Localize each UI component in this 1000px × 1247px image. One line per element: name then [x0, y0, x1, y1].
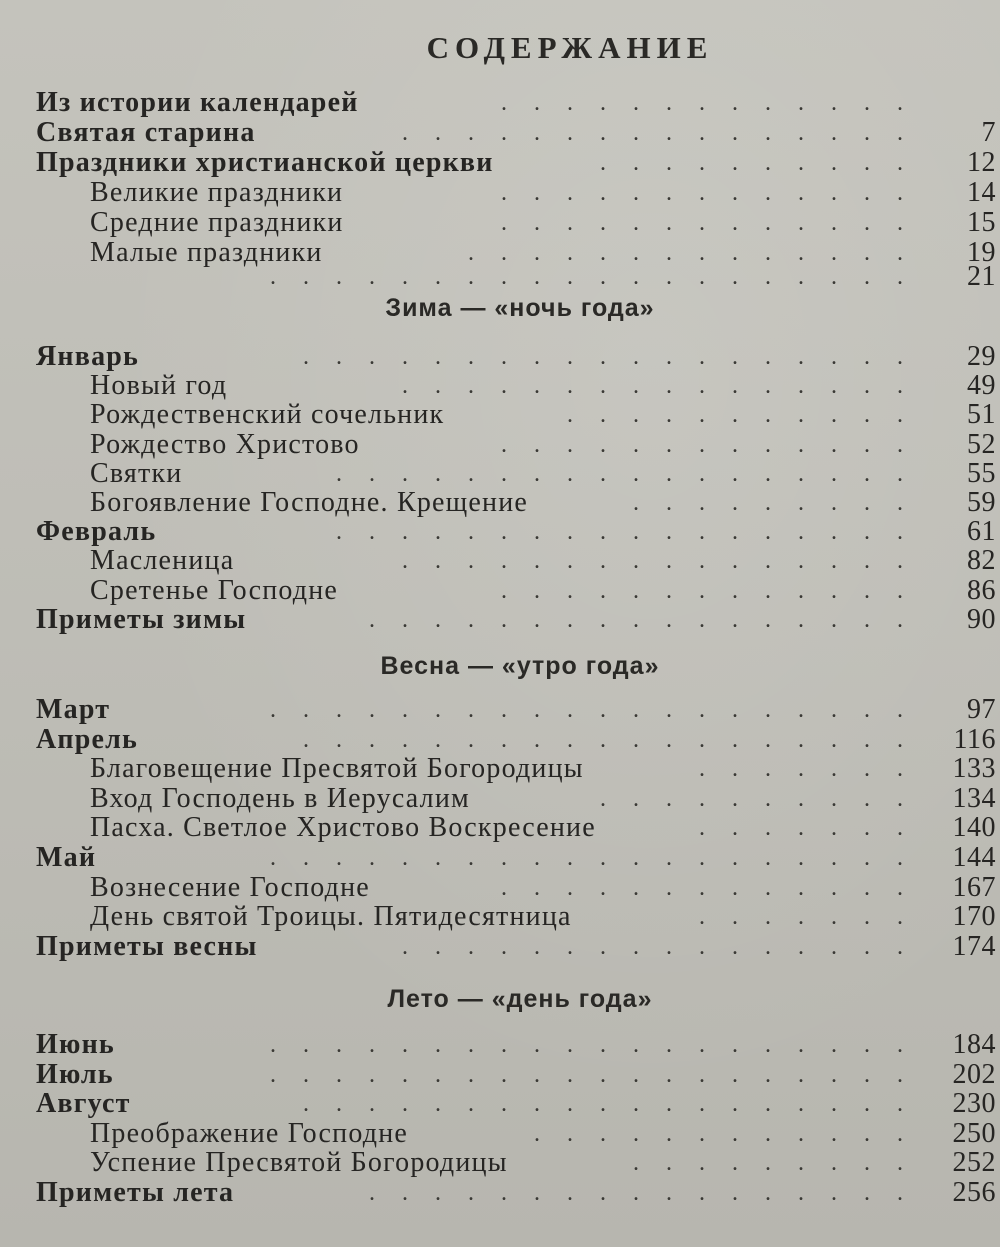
- toc-entry[interactable]: [0, 371, 1000, 401]
- toc-entry-title: Благовещение Пресвятой Богородицы: [90, 753, 584, 784]
- toc-entry-title: Праздники христианской церкви: [36, 147, 494, 178]
- toc-entry[interactable]: [0, 148, 1000, 178]
- toc-entry[interactable]: [0, 88, 1000, 118]
- page-number: 134: [952, 783, 996, 814]
- toc-entry-title: Масленица: [90, 545, 235, 576]
- leader-dots: ....................: [270, 1062, 930, 1088]
- toc-entry-title: Новый год: [90, 370, 228, 401]
- toc-entry[interactable]: [0, 873, 1000, 903]
- toc-entry[interactable]: [0, 576, 1000, 606]
- toc-entry[interactable]: [0, 178, 1000, 208]
- page-number: 170: [952, 901, 996, 932]
- toc-entry[interactable]: [0, 1060, 1000, 1090]
- leader-dots: ....................: [270, 845, 930, 871]
- leader-dots: .................: [369, 607, 930, 633]
- page-number: 14: [967, 177, 996, 208]
- toc-entry[interactable]: [0, 1148, 1000, 1178]
- toc-entry-title: Июнь: [36, 1029, 115, 1060]
- page-number: 116: [953, 724, 996, 755]
- leader-dots: .........: [633, 1150, 930, 1176]
- page-number: 55: [967, 458, 996, 489]
- toc-entry-title: Великие праздники: [90, 177, 344, 208]
- toc-entry[interactable]: [0, 605, 1000, 635]
- toc-entry-title: Рождественский сочельник: [90, 399, 445, 430]
- toc-entry-title: Январь: [36, 341, 140, 372]
- toc-entry-title: Рождество Христово: [90, 429, 360, 460]
- toc-entry-title: Сретенье Господне: [90, 575, 339, 606]
- leader-dots: ................: [402, 934, 930, 960]
- toc-entry-title: Май: [36, 842, 97, 873]
- leader-dots: ................: [402, 120, 930, 146]
- toc-entry[interactable]: [0, 843, 1000, 873]
- page-number: 15: [967, 207, 996, 238]
- toc-entry[interactable]: [0, 430, 1000, 460]
- toc-entry-title: Святая старина: [36, 117, 256, 148]
- page-number: 52: [967, 429, 996, 460]
- toc-entry[interactable]: [0, 1089, 1000, 1119]
- toc-entry-title: Апрель: [36, 724, 139, 755]
- page-number: 252: [952, 1147, 996, 1178]
- toc-entry-title: Из истории календарей: [36, 87, 359, 118]
- leader-dots: .......: [699, 904, 930, 930]
- leader-dots: ..................: [336, 461, 930, 487]
- toc-entry[interactable]: [0, 725, 1000, 755]
- page-number: 167: [952, 872, 996, 903]
- toc-entry[interactable]: [0, 813, 1000, 843]
- toc-entry[interactable]: [0, 342, 1000, 372]
- toc-entry-title: Средние праздники: [90, 207, 344, 238]
- toc-entry[interactable]: [0, 1119, 1000, 1149]
- toc-entry-title: Вознесение Господне: [90, 872, 370, 903]
- page-number: 19: [967, 237, 996, 268]
- page-number: 49: [967, 370, 996, 401]
- toc-entry-title: Святки: [90, 458, 183, 489]
- toc-entry-title: Приметы зимы: [36, 604, 247, 635]
- toc-entry[interactable]: [0, 902, 1000, 932]
- page-number: 230: [952, 1088, 996, 1119]
- leader-dots: .............: [501, 432, 930, 458]
- page-number: 61: [967, 516, 996, 547]
- leader-dots: .............: [501, 875, 930, 901]
- leader-dots: ................: [402, 373, 930, 399]
- page-number: 140: [952, 812, 996, 843]
- toc-entry[interactable]: [0, 932, 1000, 962]
- leader-dots: .............: [501, 210, 930, 236]
- toc-entry[interactable]: [0, 400, 1000, 430]
- leader-dots: .................: [369, 1180, 930, 1206]
- toc-entry-title: Февраль: [36, 516, 157, 547]
- page-number: 202: [952, 1059, 996, 1090]
- leader-dots: ..................: [336, 519, 930, 545]
- page-number: 144: [952, 842, 996, 873]
- toc-entry-title: Приметы лета: [36, 1177, 235, 1208]
- leader-dots: ....................: [270, 1032, 930, 1058]
- leader-dots: ...................: [303, 344, 930, 370]
- toc-entry[interactable]: [0, 784, 1000, 814]
- toc-heading: СОДЕРЖАНИЕ: [426, 30, 714, 65]
- page-number: 86: [967, 575, 996, 606]
- section-heading: Лето — «день года»: [387, 985, 653, 1013]
- page-number: 59: [967, 487, 996, 518]
- leader-dots: ................: [402, 548, 930, 574]
- page-number: 29: [967, 341, 996, 372]
- page-number: 184: [952, 1029, 996, 1060]
- page-number: 90: [967, 604, 996, 635]
- toc-entry-title: День святой Троицы. Пятидесятница: [90, 901, 572, 932]
- page-number: 12: [967, 147, 996, 178]
- section-heading: Зима — «ночь года»: [385, 294, 655, 322]
- toc-entry-title: Малые праздники: [90, 237, 323, 268]
- leader-dots: ....................: [270, 697, 930, 723]
- toc-entry-title: Август: [36, 1088, 131, 1119]
- toc-entry[interactable]: [0, 208, 1000, 238]
- leader-dots: .......: [699, 756, 930, 782]
- page-number: 174: [952, 931, 996, 962]
- page-number: 21: [967, 261, 996, 292]
- page-number: 133: [952, 753, 996, 784]
- page-number: 97: [967, 694, 996, 725]
- leader-dots: ...................: [303, 1091, 930, 1117]
- toc-entry-title: Вход Господень в Иерусалим: [90, 783, 470, 814]
- leader-dots: ..........: [600, 150, 930, 176]
- toc-entry[interactable]: [0, 1178, 1000, 1208]
- section-heading: Весна — «утро года»: [380, 652, 660, 680]
- toc-entry-title: Успение Пресвятой Богородицы: [90, 1147, 508, 1178]
- toc-entry-title: Июль: [36, 1059, 114, 1090]
- leader-dots: ...................: [303, 727, 930, 753]
- leader-dots: ............: [534, 1121, 930, 1147]
- page-number: 51: [967, 399, 996, 430]
- toc-entry[interactable]: [0, 517, 1000, 547]
- leader-dots: .............: [501, 90, 930, 116]
- toc-entry-title: Богоявление Господне. Крещение: [90, 487, 529, 518]
- toc-entry-title: Пасха. Светлое Христово Воскресение: [90, 812, 596, 843]
- leader-dots: .......: [699, 815, 930, 841]
- toc-entry[interactable]: [0, 546, 1000, 576]
- page-number: 82: [967, 545, 996, 576]
- toc-entry-title: Приметы весны: [36, 931, 258, 962]
- leader-dots: ...........: [567, 402, 930, 428]
- page-number: 7: [981, 117, 996, 148]
- toc-entry[interactable]: [0, 1030, 1000, 1060]
- toc-entry[interactable]: [0, 118, 1000, 148]
- leader-dots: .........: [633, 490, 930, 516]
- toc-entry-title: Март: [36, 694, 111, 725]
- page-number: 256: [952, 1177, 996, 1208]
- toc-entry-title: Преображение Господне: [90, 1118, 409, 1149]
- leader-dots: .............: [501, 578, 930, 604]
- toc-entry[interactable]: [0, 262, 1000, 292]
- leader-dots: ..........: [600, 786, 930, 812]
- toc-entry[interactable]: [0, 695, 1000, 725]
- leader-dots: ..............: [468, 240, 930, 266]
- page-number: 250: [952, 1118, 996, 1149]
- leader-dots: ....................: [270, 264, 930, 290]
- toc-entry[interactable]: [0, 459, 1000, 489]
- leader-dots: .............: [501, 180, 930, 206]
- toc-entry[interactable]: [0, 754, 1000, 784]
- toc-entry[interactable]: [0, 488, 1000, 518]
